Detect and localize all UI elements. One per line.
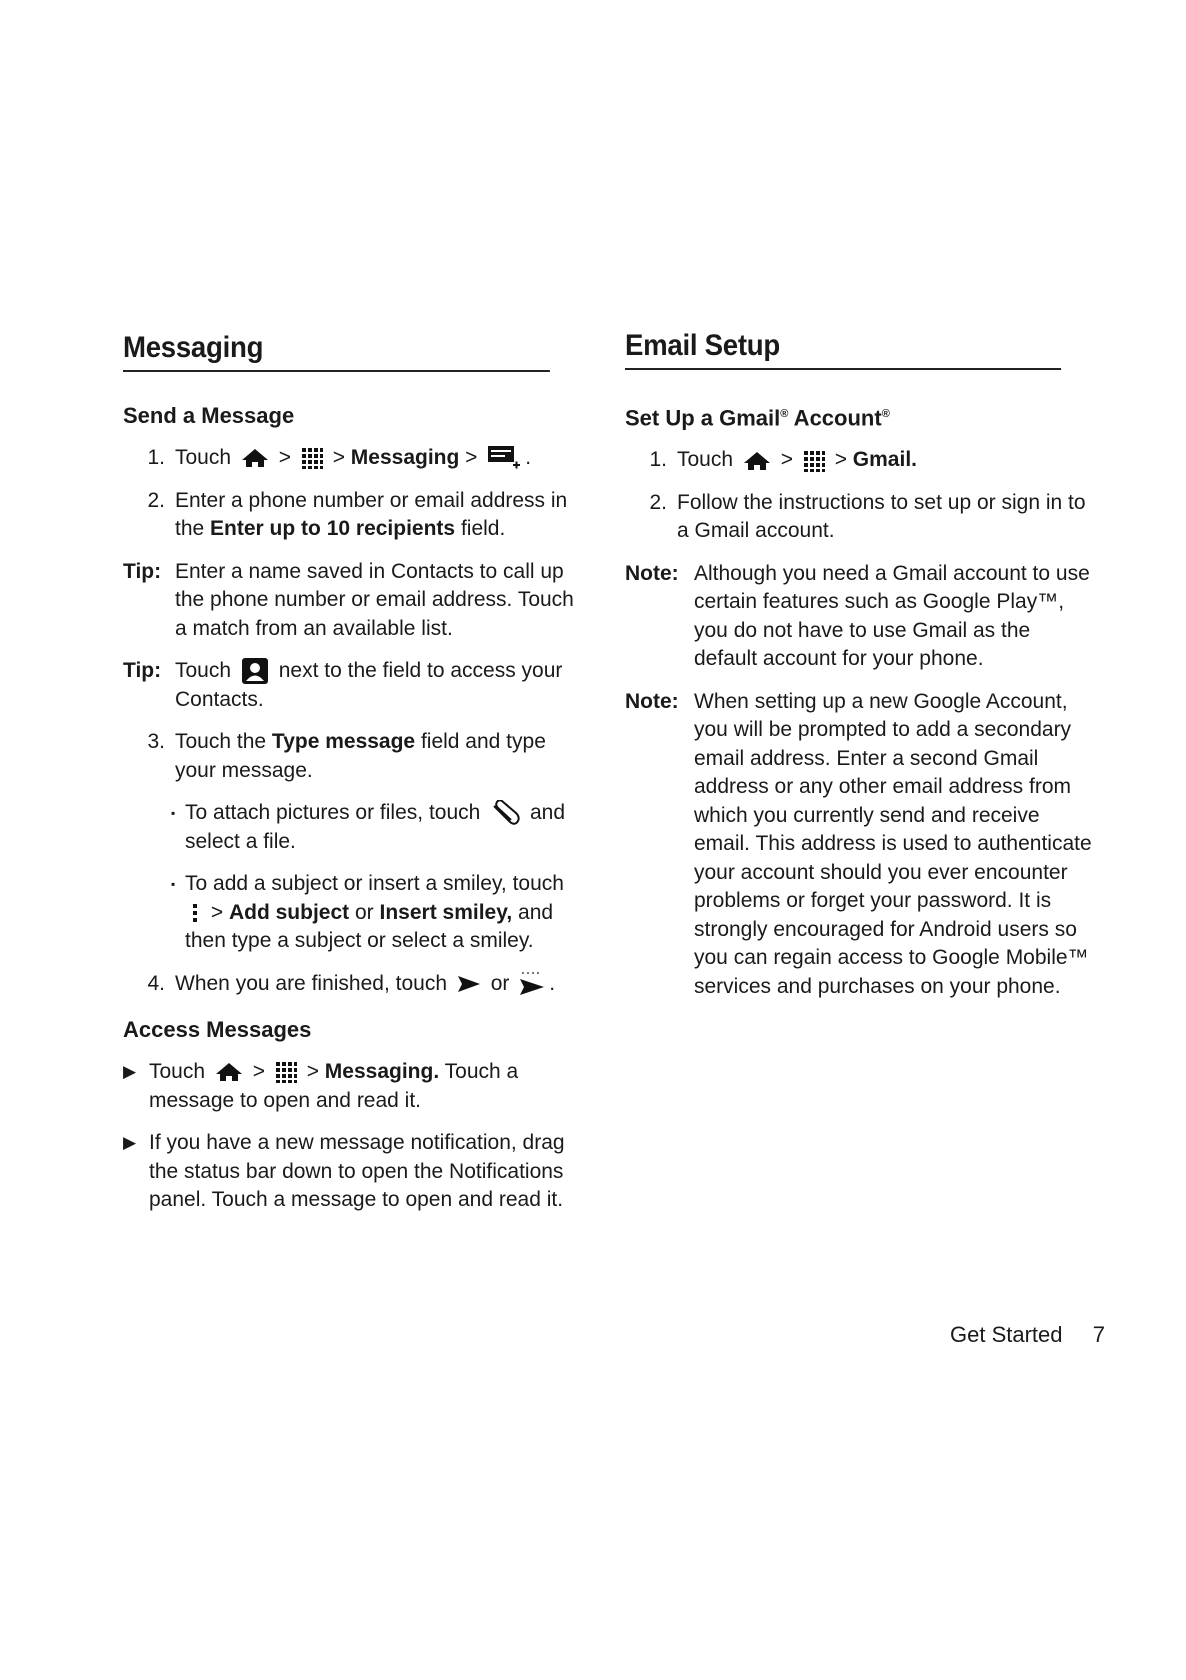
gmail-setup-title: Set Up a Gmail® Account® bbox=[625, 405, 890, 431]
send-step-3: 3. Touch the Type message field and type your message. bbox=[147, 730, 546, 782]
apps-grid-icon bbox=[301, 447, 323, 469]
tip-contacts-button: Tip: Touch next to the field to access your Contacts. bbox=[123, 659, 563, 711]
send-mms-icon bbox=[519, 971, 545, 997]
bullet-attach: ▪ To attach pictures or files, touch and select a file. bbox=[171, 801, 566, 853]
send-step-2: 2. Enter a phone number or email address in the Enter up to 10 recipients field. bbox=[147, 488, 568, 540]
paperclip-icon bbox=[490, 800, 520, 826]
home-icon bbox=[215, 1062, 243, 1082]
access-item-2: ▶ If you have a new message notification, drag the status bar down to open the Notifications panel. Touch a message to open and read it. bbox=[123, 1129, 587, 1215]
access-item-1: ▶ Touch > > Messaging. Touch a message to open and read it. bbox=[123, 1058, 587, 1115]
send-step-1: 1. Touch > > Messaging > . bbox=[123, 444, 587, 473]
contacts-icon bbox=[241, 657, 269, 685]
new-message-icon bbox=[487, 445, 521, 471]
note-gmail-account: Note: Although you need a Gmail account to use certain features such as Google Play™, you do not have to use Gmail as the default account for your phone. bbox=[625, 561, 1090, 671]
access-messages-title: Access Messages bbox=[123, 1017, 312, 1042]
menu-icon bbox=[189, 901, 201, 925]
note-secondary-email: Note: When setting up a new Google Account, you will be prompted to add a secondary email address. Enter a second Gmail address or any other email address from which you currently send and receive email. This address is used to authenticate your account should you ever encounter problems or forget your password. It is strongly encouraged for Android users so you can regain access to Google Mobile™ services and purchases on your phone. bbox=[625, 689, 1092, 998]
right-column bbox=[625, 328, 1099, 1015]
apps-grid-icon bbox=[803, 450, 825, 472]
send-message-title: Send a Message bbox=[123, 403, 295, 428]
arrow-bullet-icon: ▶ bbox=[123, 1062, 137, 1081]
bullet-subject-smiley: ▪ To add a subject or insert a smiley, touch > Add subject or Insert smiley, and then type a subject or select a smiley. bbox=[171, 872, 564, 952]
page-footer bbox=[950, 1322, 1105, 1348]
gmail-step-2: 2. Follow the instructions to set up or sign in to a Gmail account. bbox=[649, 490, 1086, 543]
messaging-heading: Messaging bbox=[123, 330, 550, 372]
home-icon bbox=[743, 451, 771, 471]
home-icon bbox=[241, 448, 269, 468]
gmail-step-1: 1. Touch > > Gmail. bbox=[649, 448, 917, 472]
tip-contacts-lookup: Tip: Enter a name saved in Contacts to call up the phone number or email address. Touch a match from an available list. bbox=[123, 559, 574, 640]
page-number: 7 bbox=[1092, 1322, 1105, 1347]
arrow-bullet-icon: ▶ bbox=[123, 1133, 137, 1152]
apps-grid-icon bbox=[275, 1061, 297, 1083]
footer-section: Get Started bbox=[950, 1322, 1063, 1347]
send-icon bbox=[457, 974, 481, 994]
email-setup-heading: Email Setup bbox=[625, 328, 1061, 370]
send-step-4: 4. When you are finished, touch or . bbox=[123, 970, 587, 999]
left-column bbox=[123, 330, 587, 1229]
